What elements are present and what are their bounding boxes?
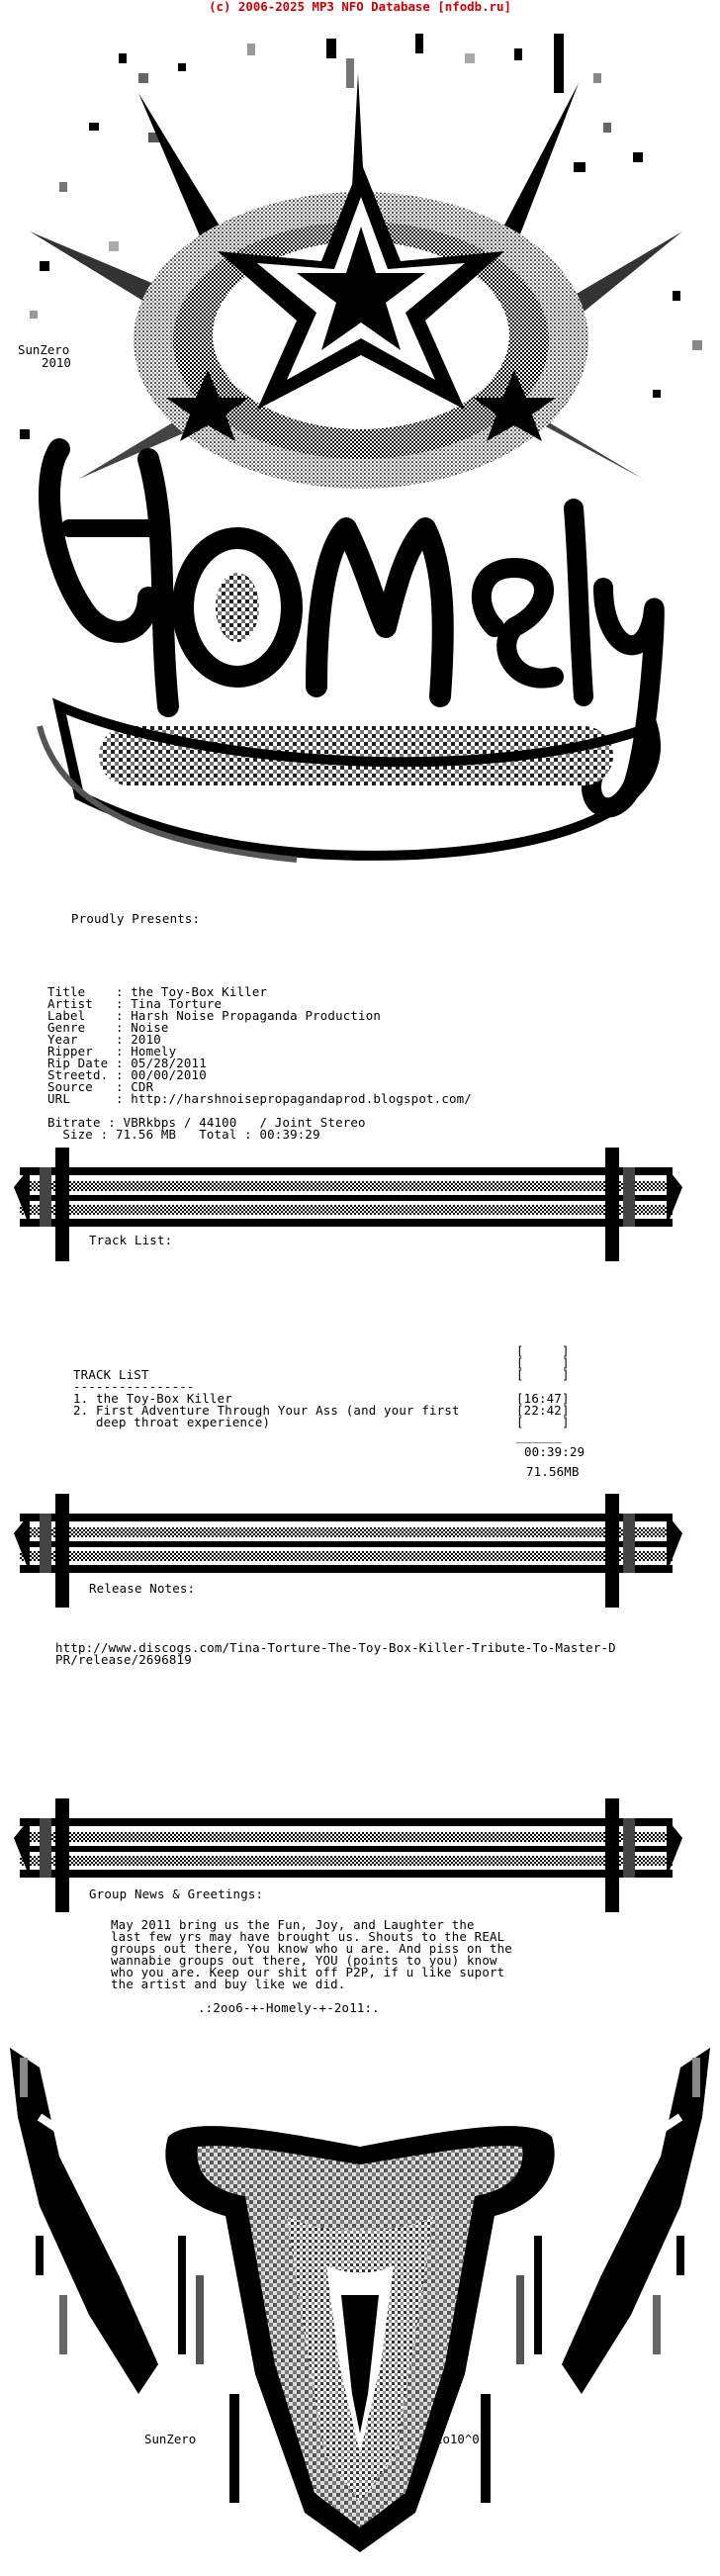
title-label: Title : — [47, 984, 132, 999]
news-line: May 2011 bring us the Fun, Joy, and Laughter the — [111, 1917, 475, 1932]
section-group-news: Group News & Greetings: — [89, 1886, 264, 1901]
right-wing — [562, 2048, 710, 2394]
footer-left-tag: SunZero — [144, 2432, 197, 2446]
ripper-value: Homely — [131, 1044, 177, 1058]
total-time: 00:39:29 — [524, 1444, 585, 1459]
logo-artist-tag: SunZero — [18, 342, 70, 357]
left-wing — [10, 2048, 158, 2394]
tracklist-heading: TRACK LiST — [73, 1367, 149, 1382]
logo-artist-year: 2010 — [42, 355, 71, 370]
year-value: 2010 — [131, 1032, 161, 1047]
genre-label: Genre : — [47, 1020, 132, 1035]
footer-skull-art — [0, 2038, 720, 2576]
title-value: the Toy-Box Killer — [131, 984, 268, 999]
ripdate-value: 05/28/2011 — [131, 1056, 207, 1070]
streetdate-label: Streetd. : — [47, 1067, 132, 1082]
ripper-label: Ripper : — [47, 1044, 132, 1058]
news-line: the artist and buy like we did. — [111, 1977, 346, 1991]
empty-slot: [ ] — [516, 1355, 570, 1370]
ripdate-label: Rip Date : — [47, 1056, 132, 1070]
tracklist-underline: ---------------- — [73, 1379, 195, 1394]
homely-logo-art — [0, 14, 720, 944]
url-label: URL : — [47, 1091, 132, 1106]
label-label: Label : — [47, 1008, 132, 1023]
release-notes-line-2: PR/release/2696819 — [55, 1652, 192, 1667]
streetdate-value: 00/00/2010 — [131, 1067, 207, 1082]
track-1: 1. the Toy-Box Killer — [73, 1391, 232, 1406]
section-track-list: Track List: — [89, 1233, 173, 1247]
news-line: groups out there, You know who u are. And piss on the — [111, 1941, 512, 1956]
size-line: Size : 71.56 MB Total : 00:39:29 — [47, 1127, 320, 1142]
news-signoff: .:2oo6-+-Homely-+-2o11:. — [198, 2000, 380, 2015]
bitrate-line: Bitrate : VBRkbps / 44100 / Joint Stereo — [47, 1115, 366, 1130]
artist-label: Artist : — [47, 996, 132, 1011]
genre-value: Noise — [131, 1020, 169, 1035]
track-1-time: [16:47] — [516, 1391, 570, 1406]
track-2-time: [22:42] — [516, 1403, 570, 1418]
news-line: who you are. Keep our shit off P2P, if u like suport — [111, 1965, 505, 1979]
section-release-notes: Release Notes: — [89, 1581, 196, 1596]
footer-right-tag: 2o10^01 — [435, 2432, 488, 2446]
proudly-presents: Proudly Presents: — [71, 911, 201, 926]
source-label: Source : — [47, 1079, 132, 1094]
source-value: CDR — [131, 1079, 154, 1094]
empty-slot: [ ] — [516, 1343, 570, 1358]
total-size: 71.56MB — [526, 1464, 580, 1479]
separator-bar-1 — [0, 1148, 720, 1266]
news-line: last few yrs may have brought us. Shouts to the REAL — [111, 1929, 505, 1944]
empty-slot: [ ] — [516, 1367, 570, 1382]
url-value: http://harshnoisepropagandaprod.blogspot.com/ — [131, 1091, 472, 1106]
news-line: wannabie groups out there, YOU (points to you) know — [111, 1953, 497, 1968]
nfodb-credit: (c) 2006-2025 MP3 NFO Database [nfodb.ru] — [209, 0, 511, 14]
year-label: Year : — [47, 1032, 132, 1047]
track-2: 2. First Adventure Through Your Ass (and your first — [73, 1403, 460, 1418]
track-2-cont: deep throat experience) — [73, 1415, 271, 1429]
release-notes-line-1: http://www.discogs.com/Tina-Torture-The-Toy-Box-Killer-Tribute-To-Master-D — [55, 1640, 616, 1655]
artist-value: Tina Torture — [131, 996, 223, 1011]
label-value: Harsh Noise Propaganda Production — [131, 1008, 382, 1023]
total-rule: ______ — [516, 1428, 562, 1443]
empty-slot: [ ] — [516, 1415, 570, 1429]
